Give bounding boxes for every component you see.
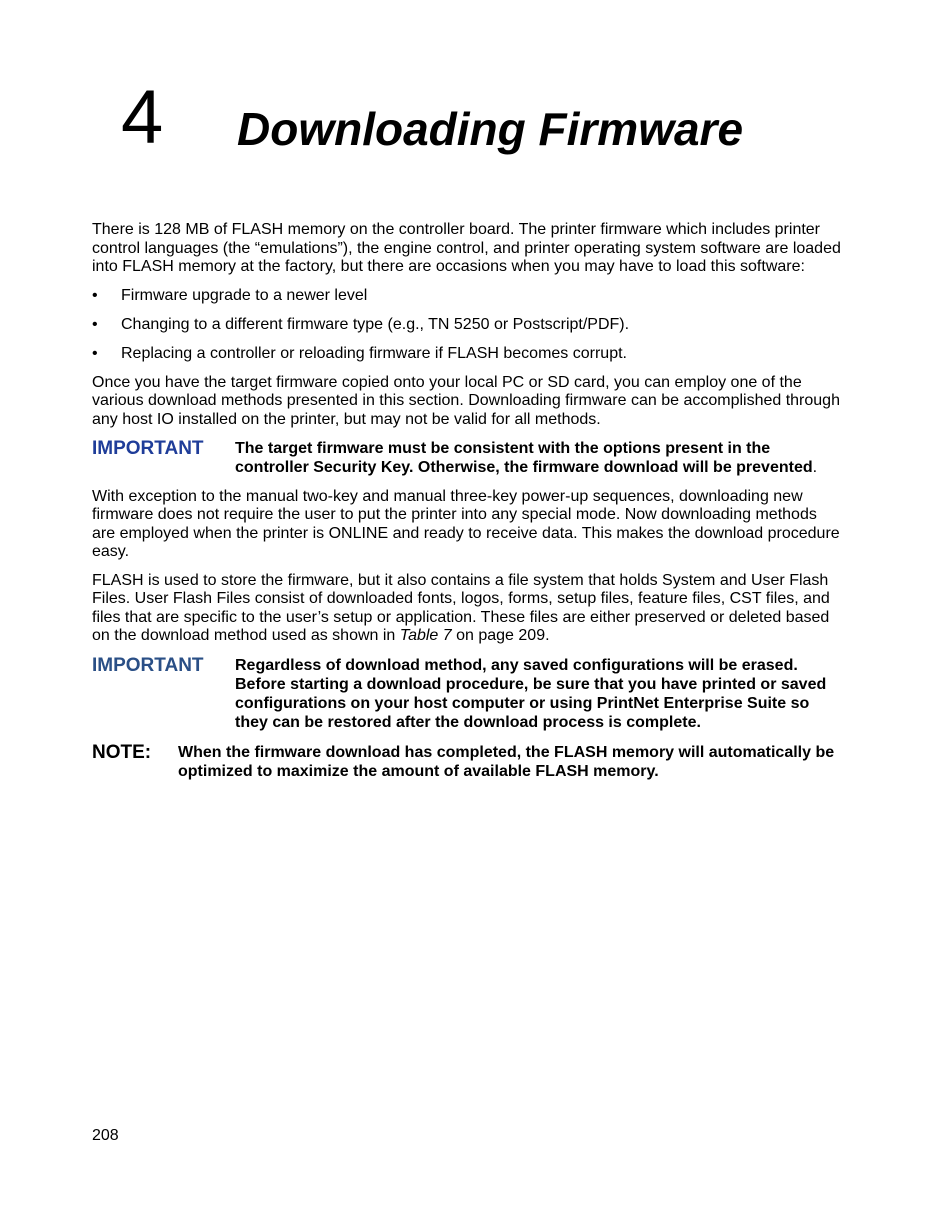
- list-item-text: Firmware upgrade to a newer level: [121, 286, 368, 304]
- exception-paragraph: With exception to the manual two-key and manual three-key power-up sequences, downloading new firmware does not require the user to put the printer into any special mode. Now downloading methods are employed when the printer is ONLINE and ready to receive data. This makes the download procedure easy.: [92, 487, 840, 561]
- important-label: IMPORTANT: [92, 654, 204, 676]
- important-callout-1: [92, 439, 842, 478]
- important-label: IMPORTANT: [92, 438, 204, 459]
- note-label: NOTE:: [92, 741, 152, 763]
- list-item: [92, 287, 842, 306]
- important-callout-2: [92, 656, 842, 733]
- note-text: When the firmware download has completed, the FLASH memory will automatically be optimized to maximize the amount of available FLASH memory.: [178, 743, 835, 781]
- bullet-icon: •: [92, 315, 98, 333]
- flash-paragraph: [92, 572, 842, 646]
- chapter-number: 4: [121, 75, 164, 160]
- page-number: 208: [92, 1127, 119, 1144]
- important-text: [235, 439, 842, 478]
- list-item-text: Changing to a different firmware type (e.g., TN 5250 or Postscript/PDF).: [121, 315, 630, 333]
- important-text-period: .: [812, 459, 818, 477]
- note-callout: [92, 743, 842, 782]
- methods-paragraph: Once you have the target firmware copied onto your local PC or SD card, you can employ one of the various download methods presented in this section. Downloading firmware can be accomplished through any host IO installed on the printer, but may not be valid for all methods.: [92, 373, 840, 428]
- bullet-icon: •: [92, 344, 98, 362]
- bullet-icon: •: [92, 286, 98, 304]
- chapter-title: Downloading Firmware: [237, 103, 744, 155]
- intro-paragraph: There is 128 MB of FLASH memory on the controller board. The printer firmware which includes printer control languages (the “emulations”), the engine control, and printer operating system software are loaded into FLASH memory at the factory, but there are occasions when you may have to load this software:: [92, 221, 841, 275]
- important-text-main: The target firmware must be consistent with the options present in the controller Security Key. Otherwise, the firmware download will be prevented: [235, 440, 813, 477]
- flash-paragraph-tail: on page 209.: [451, 627, 550, 645]
- flash-paragraph-text: FLASH is used to store the firmware, but it also contains a file system that holds System and User Flash Files. User Flash Files consist of downloaded fonts, logos, forms, setup files, feature files, CST files, and files that are specific to the user’s setup or application. These files are either preserved or deleted based on the download method used as shown in: [92, 571, 830, 645]
- document-body: [92, 221, 842, 781]
- important-text: Regardless of download method, any saved configurations will be erased. Before starting a download procedure, be sure that you have printed or saved configurations on your host computer or using PrintNet Enterprise Suite so they can be restored after the download process is complete.: [235, 656, 827, 732]
- table-reference: Table 7: [399, 627, 452, 645]
- list-item: [92, 345, 842, 364]
- bullet-list: [92, 287, 842, 364]
- list-item: [92, 316, 842, 335]
- list-item-text: Replacing a controller or reloading firmware if FLASH becomes corrupt.: [121, 344, 627, 362]
